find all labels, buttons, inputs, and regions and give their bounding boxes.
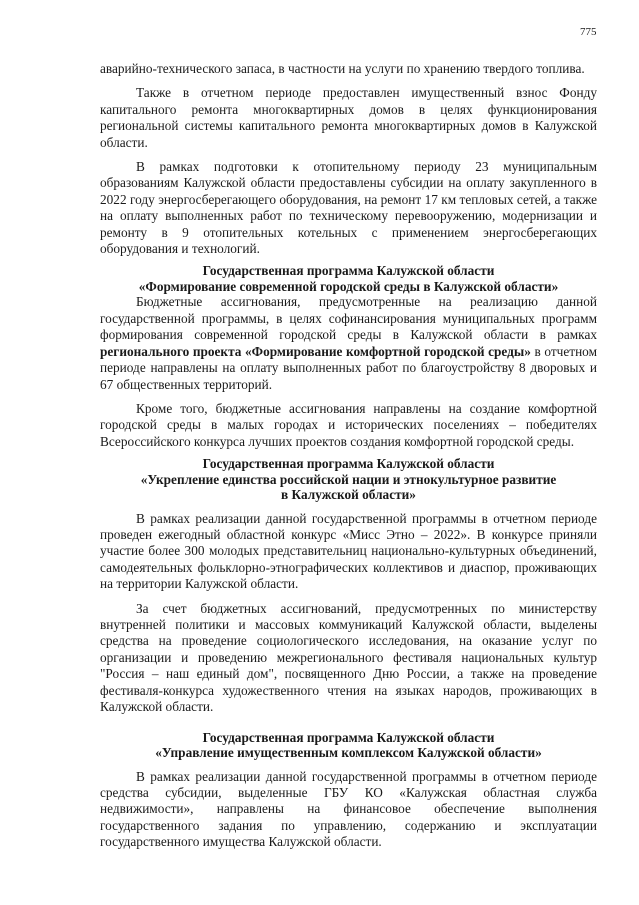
section-heading-property-management [100, 730, 597, 761]
paragraph-small-towns: Кроме того, бюджетные ассигнования направлены на создание комфортной городской среды в малых городах и исторических поселениях – победителях Всероссийского конкурса лучших проектов создания комфортной городской среды. [100, 400, 597, 449]
heading-line: Государственная программа Калужской области [202, 729, 495, 745]
bold-text-run: регионального проекта «Формирование комфортной городской среды» [100, 343, 531, 359]
heading-line: в Калужской области» [281, 487, 416, 503]
paragraph-fuel-reserve: аварийно-технического запаса, в частности на услуги по хранению твердого топлива. [100, 61, 585, 76]
paragraph-miss-ethno: В рамках реализации данной государственной программы в отчетном периоде проведен ежегодный областной конкурс «Мисс Этно – 2022». В конкурсе приняли участие более 300 молодых представительниц национально-культурных объединений, самодеятельных фольклорно-этнографических коллективов и диаспор, проживающих на территории Калужской области. [100, 510, 597, 592]
paragraph-property-subsidy: В рамках реализации данной государственной программы в отчетном периоде средства субсидии, выделенные ГБУ КО «Калужская областная служба недвижимости», направлены на финансовое обеспечение выполнения государственного задания по управлению, содержанию и эксплуатации государственного имущества Калужской области. [100, 768, 597, 850]
heading-line: «Укрепление единства российской нации и этнокультурное развитие [140, 471, 557, 487]
heading-line: Государственная программа Калужской области [202, 456, 495, 472]
paragraph-housing-fund: Также в отчетном периоде предоставлен имущественный взнос Фонду капитального ремонта многоквартирных домов в целях функционирования региональной системы капитального ремонта многоквартирных домов в Калужской области. [100, 85, 597, 150]
heading-line: «Формирование современной городской среды в Калужской области» [138, 278, 559, 294]
text-run: в отчетном периоде направлены на оплату выполненных работ по благоустройству 8 дворовых и 67 общественных территорий. [100, 343, 597, 392]
text-run: Бюджетные ассигнования, предусмотренные на реализацию данной государственной программы, в целях софинансирования муниципальных программ формирования современной городской среды в Калужской области в рамках [100, 294, 597, 343]
paragraph-festival-funding: За счет бюджетных ассигнований, предусмотренных по министерству внутренней политики и массовых коммуникаций Калужской области, выделены средства на проведение социологического исследования, на оказание услуг по организации и проведению межрегионального фестиваля национальных культур "Россия – наш единый дом", посвященного Дню России, а также на проведение фестиваля-конкурса художественного чтения на языках народов, проживающих в Калужской области. [100, 600, 597, 715]
paragraph-urban-budget [100, 294, 597, 392]
heading-line: Государственная программа Калужской области [202, 263, 495, 279]
document-body [100, 61, 597, 851]
section-heading-nation-unity [100, 456, 597, 503]
heading-line: «Управление имущественным комплексом Калужской области» [155, 745, 542, 760]
section-heading-urban-environment [100, 263, 597, 294]
page-number: 775 [580, 26, 597, 38]
paragraph-heating-subsidies: В рамках подготовки к отопительному периоду 23 муниципальным образованиям Калужской области предоставлены субсидии на оплату закупленного в 2022 году энергосберегающего оборудования, на ремонт 17 км тепловых сетей, а также на оплату выполненных работ по техническому перевооружению, модернизации и ремонту в 9 отопительных котельных с применением энергосберегающих оборудования и технологий. [100, 159, 597, 257]
